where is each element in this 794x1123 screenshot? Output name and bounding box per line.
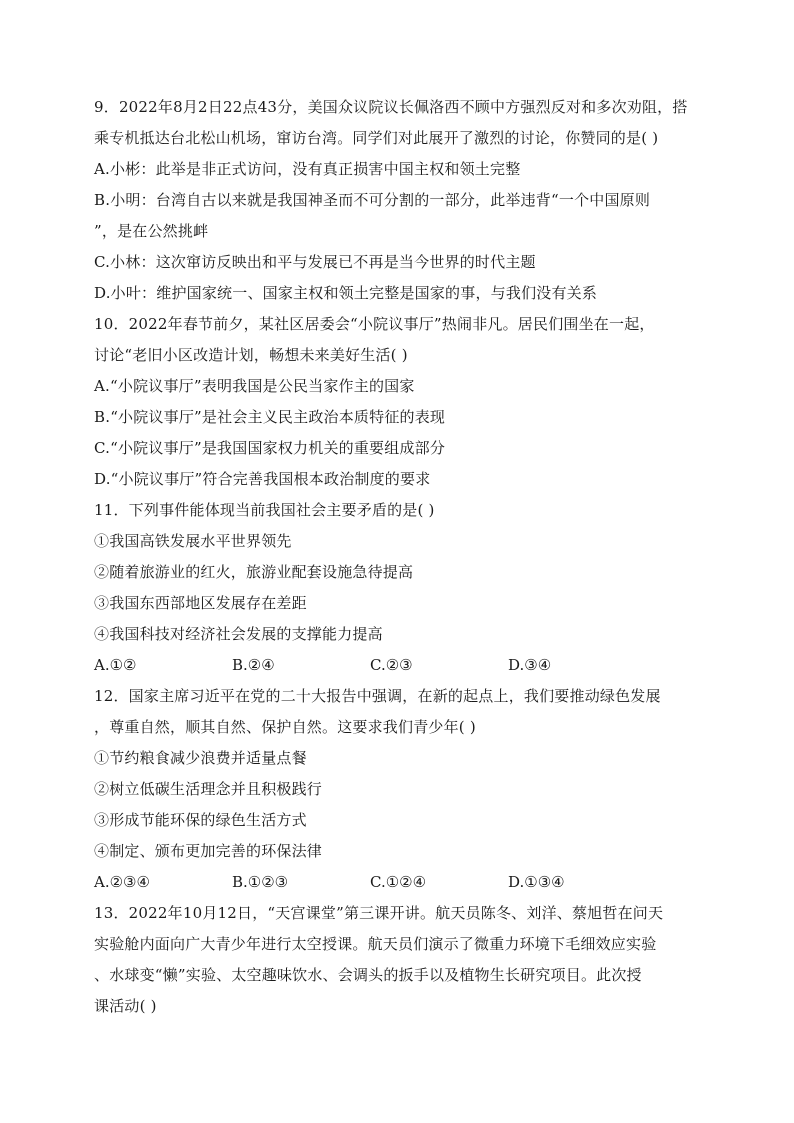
option-c: C.小林：这次窜访反映出和平与发展已不再是当今世界的时代主题 [94, 253, 536, 271]
question-stem-line: 13．2022年10月12日，“天宫课堂”第三课开讲。航天员陈冬、刘洋、蔡旭哲在问天 [94, 904, 664, 922]
question-10 [94, 309, 704, 495]
choice-d: D.③④ [508, 656, 552, 674]
statement-2: ②随着旅游业的红火，旅游业配套设施急待提高 [94, 563, 414, 581]
question-stem-line: 9．2022年8月2日22点43分，美国众议院议长佩洛西不顾中方强烈反对和多次劝阻，搭 [94, 98, 688, 116]
choice-c: C.①②④ [370, 873, 427, 891]
question-stem-line: 讨论“老旧小区改造计划，畅想未来美好生活( ) [94, 346, 408, 364]
question-stem-line: 10．2022年春节前夕，某社区居委会“小院议事厅”热闹非凡。居民们围坐在一起， [94, 315, 655, 333]
question-9 [94, 92, 704, 309]
option-c: C.“小院议事厅”是我国国家权力机关的重要组成部分 [94, 439, 446, 457]
choice-c: C.②③ [370, 656, 413, 674]
option-d: D.小叶：维护国家统一、国家主权和领土完整是国家的事，与我们没有关系 [94, 284, 598, 302]
statement-3: ③形成节能环保的绿色生活方式 [94, 811, 307, 829]
statement-4: ④制定、颁布更加完善的环保法律 [94, 842, 323, 860]
option-a: A.小彬：此举是非正式访问，没有真正损害中国主权和领土完整 [94, 160, 521, 178]
option-d: D.“小院议事厅”符合完善我国根本政治制度的要求 [94, 470, 431, 488]
choice-b: B.①②③ [232, 873, 289, 891]
question-stem-line: 、水球变“懒”实验、太空趣味饮水、会调头的扳手以及植物生长研究项目。此次授 [94, 966, 642, 984]
choice-b: B.②④ [232, 656, 275, 674]
choice-a: A.①② [94, 656, 137, 674]
statement-2: ②树立低碳生活理念并且积极践行 [94, 780, 323, 798]
question-11 [94, 495, 704, 681]
exam-page [94, 92, 704, 1022]
option-b: B.“小院议事厅”是社会主义民主政治本质特征的表现 [94, 408, 446, 426]
question-stem-line: 12．国家主席习近平在党的二十大报告中强调，在新的起点上，我们要推动绿色发展 [94, 687, 661, 705]
question-stem-line: 11．下列事件能体现当前我国社会主要矛盾的是( ) [94, 501, 435, 519]
question-stem-line: ，尊重自然，顺其自然、保护自然。这要求我们青少年( ) [94, 718, 476, 736]
choices-row [94, 650, 704, 681]
question-stem-line: 乘专机抵达台北松山机场，窜访台湾。同学们对此展开了激烈的讨论，你赞同的是( ) [94, 129, 659, 147]
statement-1: ①节约粮食减少浪费并适量点餐 [94, 749, 307, 767]
statement-1: ①我国高铁发展水平世界领先 [94, 532, 292, 550]
question-stem-line: 课活动( ) [94, 997, 157, 1015]
statement-3: ③我国东西部地区发展存在差距 [94, 594, 307, 612]
question-12 [94, 681, 704, 898]
statement-4: ④我国科技对经济社会发展的支撑能力提高 [94, 625, 383, 643]
option-b: B.小明：台湾自古以来就是我国神圣而不可分割的一部分，此举违背“一个中国原则 [94, 191, 651, 209]
choice-d: D.①③④ [508, 873, 565, 891]
choices-row [94, 867, 704, 898]
option-b-continued: ”，是在公然挑衅 [94, 222, 209, 240]
question-stem-line: 实验舱内面向广大青少年进行太空授课。航天员们演示了微重力环境下毛细效应实验 [94, 935, 657, 953]
option-a: A.“小院议事厅”表明我国是公民当家作主的国家 [94, 377, 415, 395]
question-13 [94, 898, 704, 1022]
choice-a: A.②③④ [94, 873, 150, 891]
